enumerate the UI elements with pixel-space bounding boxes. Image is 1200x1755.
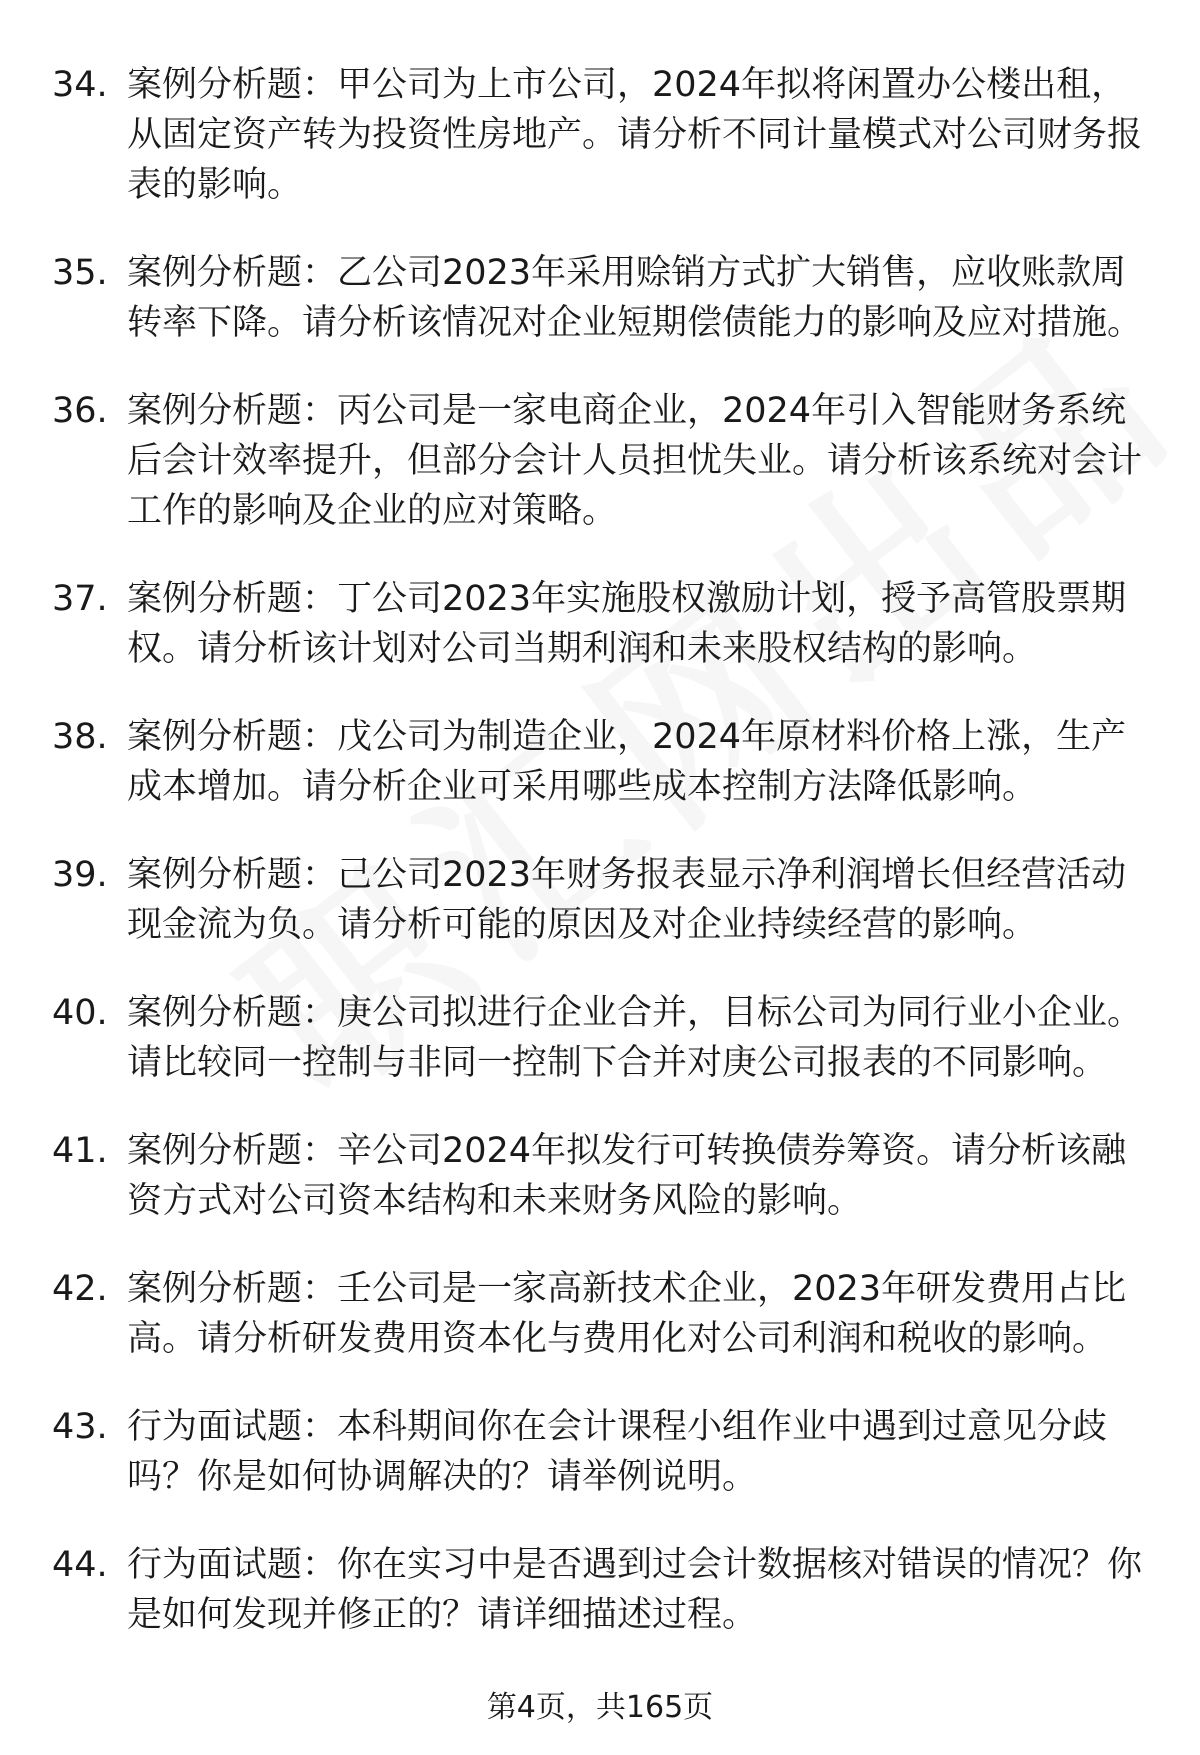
question-item bbox=[0, 1402, 1200, 1502]
question-item bbox=[0, 988, 1200, 1088]
question-item bbox=[0, 712, 1200, 812]
question-number: 37. bbox=[52, 579, 108, 619]
question-number: 35. bbox=[52, 253, 108, 293]
question-number: 36. bbox=[52, 391, 108, 431]
question-number: 44. bbox=[52, 1545, 108, 1585]
question-number: 41. bbox=[52, 1131, 108, 1171]
question-item bbox=[0, 574, 1200, 674]
question-number: 34. bbox=[52, 65, 108, 105]
question-text: 案例分析题：壬公司是一家高新技术企业，2023年研发费用占比高。请分析研发费用资本化与费用化对公司利润和税收的影响。 bbox=[127, 1269, 1127, 1359]
question-text: 行为面试题：你在实习中是否遇到过会计数据核对错误的情况？你是如何发现并修正的？请详细描述过程。 bbox=[127, 1545, 1143, 1635]
question-item bbox=[0, 386, 1200, 536]
question-number: 39. bbox=[52, 855, 108, 895]
question-item bbox=[0, 248, 1200, 348]
question-text: 案例分析题：戊公司为制造企业，2024年原材料价格上涨，生产成本增加。请分析企业可采用哪些成本控制方法降低影响。 bbox=[127, 717, 1127, 807]
question-text: 案例分析题：庚公司拟进行企业合并，目标公司为同行业小企业。请比较同一控制与非同一控制下合并对庚公司报表的不同影响。 bbox=[127, 993, 1143, 1083]
question-text: 行为面试题：本科期间你在会计课程小组作业中遇到过意见分歧吗？你是如何协调解决的？请举例说明。 bbox=[127, 1407, 1108, 1497]
question-item bbox=[0, 1540, 1200, 1640]
question-list bbox=[0, 60, 1200, 1678]
question-item bbox=[0, 60, 1200, 210]
question-text: 案例分析题：辛公司2024年拟发行可转换债券筹资。请分析该融资方式对公司资本结构和未来财务风险的影响。 bbox=[127, 1131, 1127, 1221]
question-text: 案例分析题：乙公司2023年采用赊销方式扩大销售，应收账款周转率下降。请分析该情况对企业短期偿债能力的影响及应对措施。 bbox=[127, 253, 1143, 343]
question-text: 案例分析题：甲公司为上市公司，2024年拟将闲置办公楼出租，从固定资产转为投资性房地产。请分析不同计量模式对公司财务报表的影响。 bbox=[127, 65, 1143, 205]
question-number: 38. bbox=[52, 717, 108, 757]
question-number: 40. bbox=[52, 993, 108, 1033]
question-item bbox=[0, 850, 1200, 950]
question-number: 42. bbox=[52, 1269, 108, 1309]
question-item bbox=[0, 1126, 1200, 1226]
question-text: 案例分析题：丙公司是一家电商企业，2024年引入智能财务系统后会计效率提升，但部分会计人员担忧失业。请分析该系统对会计工作的影响及企业的应对策略。 bbox=[127, 391, 1143, 531]
question-text: 案例分析题：丁公司2023年实施股权激励计划，授予高管股票期权。请分析该计划对公司当期利润和未来股权结构的影响。 bbox=[127, 579, 1127, 669]
page-footer: 第4页，共165页 bbox=[486, 1690, 714, 1725]
question-number: 43. bbox=[52, 1407, 108, 1447]
question-text: 案例分析题：己公司2023年财务报表显示净利润增长但经营活动现金流为负。请分析可能的原因及对企业持续经营的影响。 bbox=[127, 855, 1127, 945]
question-item bbox=[0, 1264, 1200, 1364]
